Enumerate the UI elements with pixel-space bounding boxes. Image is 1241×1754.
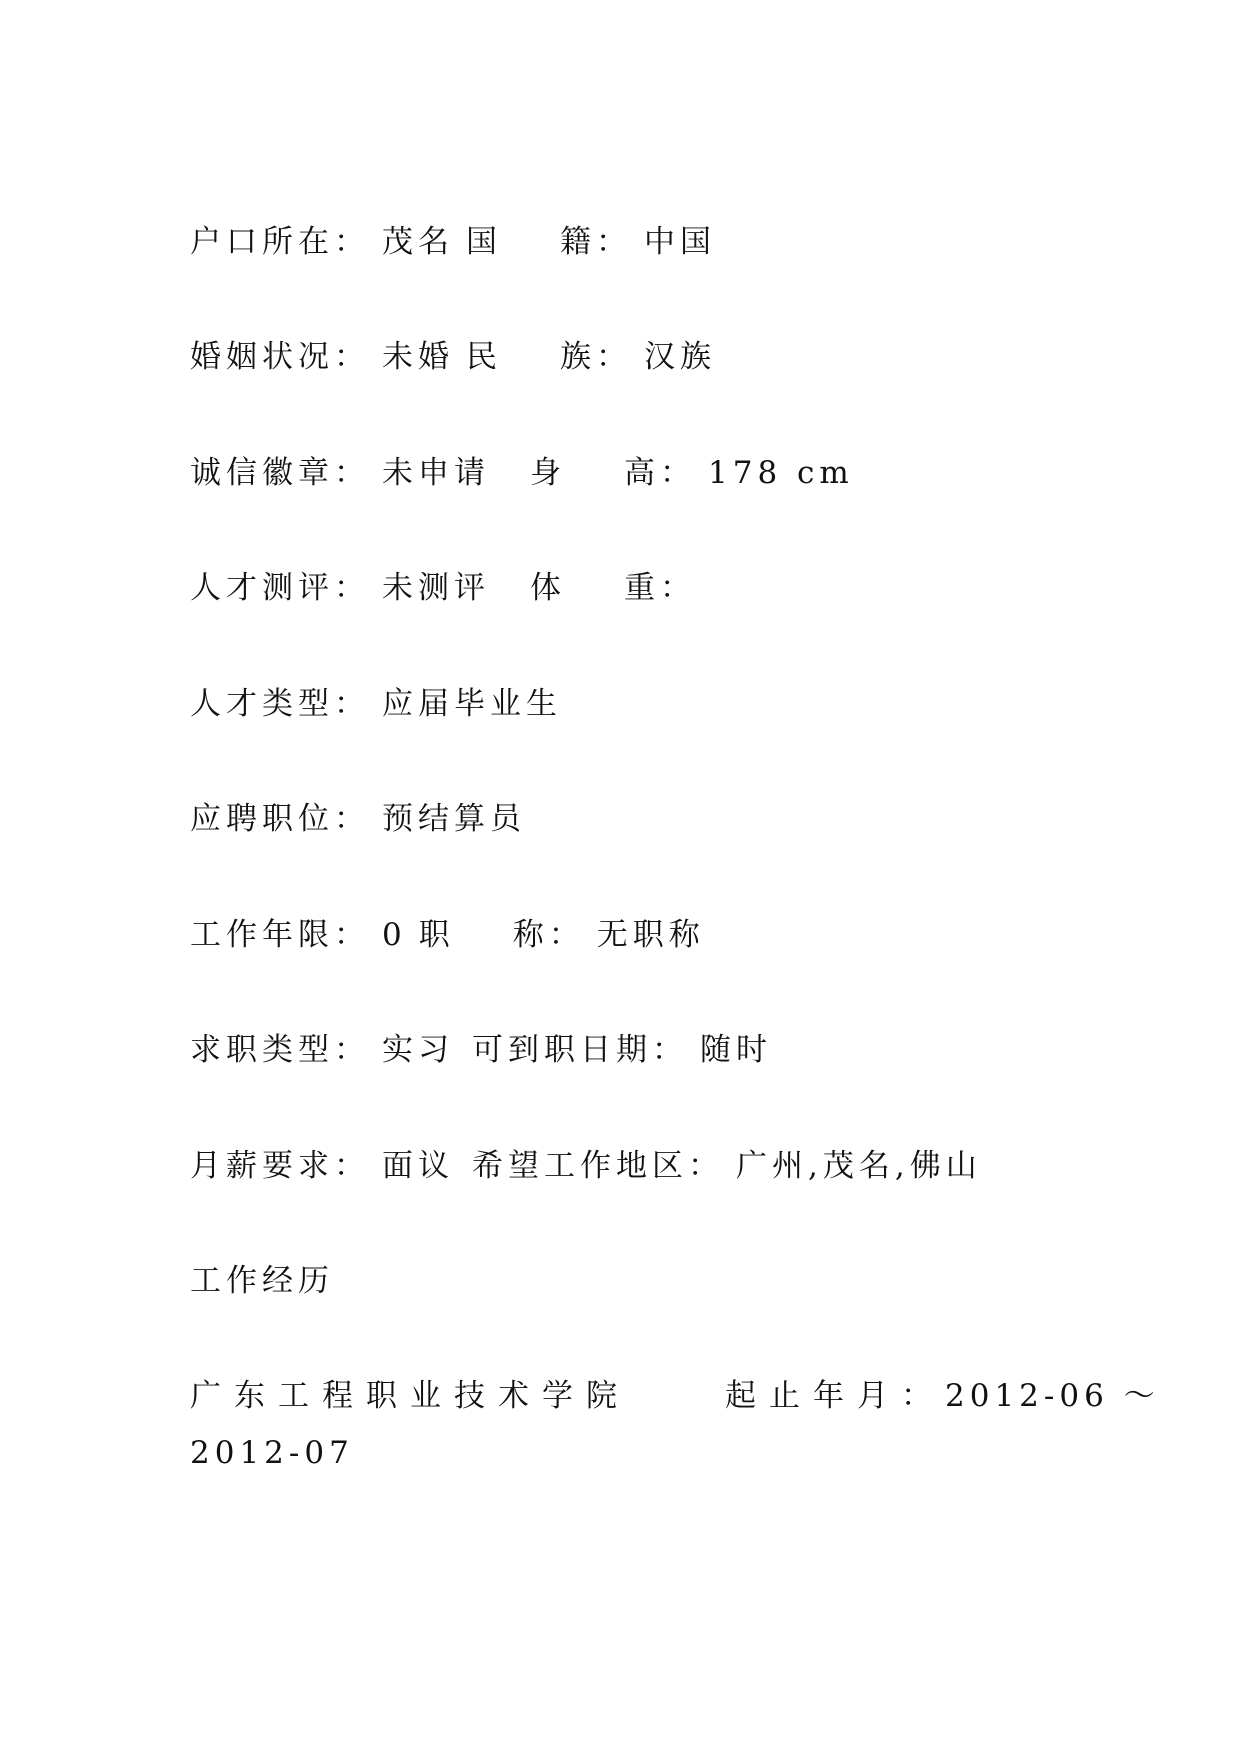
label-position: 应聘职位： bbox=[190, 801, 370, 837]
value-nationality: 中国 bbox=[644, 224, 716, 260]
value-credit-badge: 未申请 bbox=[382, 455, 490, 491]
label-assessment: 人才测评： bbox=[190, 570, 370, 606]
label-weight-2: 重： bbox=[624, 570, 696, 606]
label-salary: 月薪要求： bbox=[190, 1148, 370, 1184]
label-ethnicity-1: 民 bbox=[466, 339, 502, 375]
label-title-2: 称： bbox=[512, 917, 585, 953]
value-position: 预结算员 bbox=[382, 801, 526, 837]
value-marital: 未婚 bbox=[382, 339, 454, 375]
label-marital: 婚姻状况： bbox=[190, 339, 370, 375]
field-hukou bbox=[190, 222, 716, 262]
value-region: 广州,茂名,佛山 bbox=[736, 1148, 982, 1184]
field-talent-type bbox=[190, 684, 562, 724]
label-nationality-1: 国 bbox=[466, 224, 502, 260]
label-talent-type: 人才类型： bbox=[190, 686, 370, 722]
experience-row bbox=[190, 1376, 1160, 1416]
field-marital bbox=[190, 337, 716, 377]
label-job-type: 求职类型： bbox=[190, 1032, 370, 1068]
value-years: 0 bbox=[382, 917, 407, 953]
value-height: 178 cm bbox=[708, 455, 854, 491]
experience-period-start: 2012-06 ～ bbox=[945, 1378, 1160, 1414]
label-start-date: 可到职日期： bbox=[472, 1032, 688, 1068]
value-start-date: 随时 bbox=[700, 1032, 772, 1068]
section-title-experience: 工作经历 bbox=[190, 1263, 334, 1299]
label-title-1: 职 bbox=[418, 917, 455, 953]
field-years bbox=[190, 915, 705, 955]
experience-period-label: 起止年月： bbox=[725, 1378, 945, 1414]
field-job-type bbox=[190, 1030, 772, 1070]
label-nationality-2: 籍： bbox=[560, 224, 632, 260]
label-ethnicity-2: 族： bbox=[560, 339, 632, 375]
field-assessment bbox=[190, 568, 708, 608]
label-hukou: 户口所在： bbox=[190, 224, 370, 260]
experience-company: 广东工程职业技术学院 bbox=[190, 1378, 630, 1414]
value-job-type: 实习 bbox=[382, 1032, 454, 1068]
label-height-2: 高： bbox=[624, 455, 696, 491]
field-position bbox=[190, 799, 526, 839]
label-years: 工作年限： bbox=[190, 917, 370, 953]
value-talent-type: 应届毕业生 bbox=[382, 686, 562, 722]
label-credit-badge: 诚信徽章： bbox=[190, 455, 370, 491]
value-ethnicity: 汉族 bbox=[644, 339, 716, 375]
label-weight-1: 体 bbox=[530, 570, 566, 606]
experience-period-end: 2012-07 bbox=[190, 1435, 354, 1471]
value-salary: 面议 bbox=[382, 1148, 454, 1184]
field-credit-badge bbox=[190, 453, 854, 493]
value-title: 无职称 bbox=[596, 917, 705, 953]
field-salary bbox=[190, 1146, 982, 1186]
label-height-1: 身 bbox=[530, 455, 566, 491]
value-hukou: 茂名 bbox=[382, 224, 454, 260]
value-assessment: 未测评 bbox=[382, 570, 490, 606]
label-region: 希望工作地区： bbox=[472, 1148, 724, 1184]
